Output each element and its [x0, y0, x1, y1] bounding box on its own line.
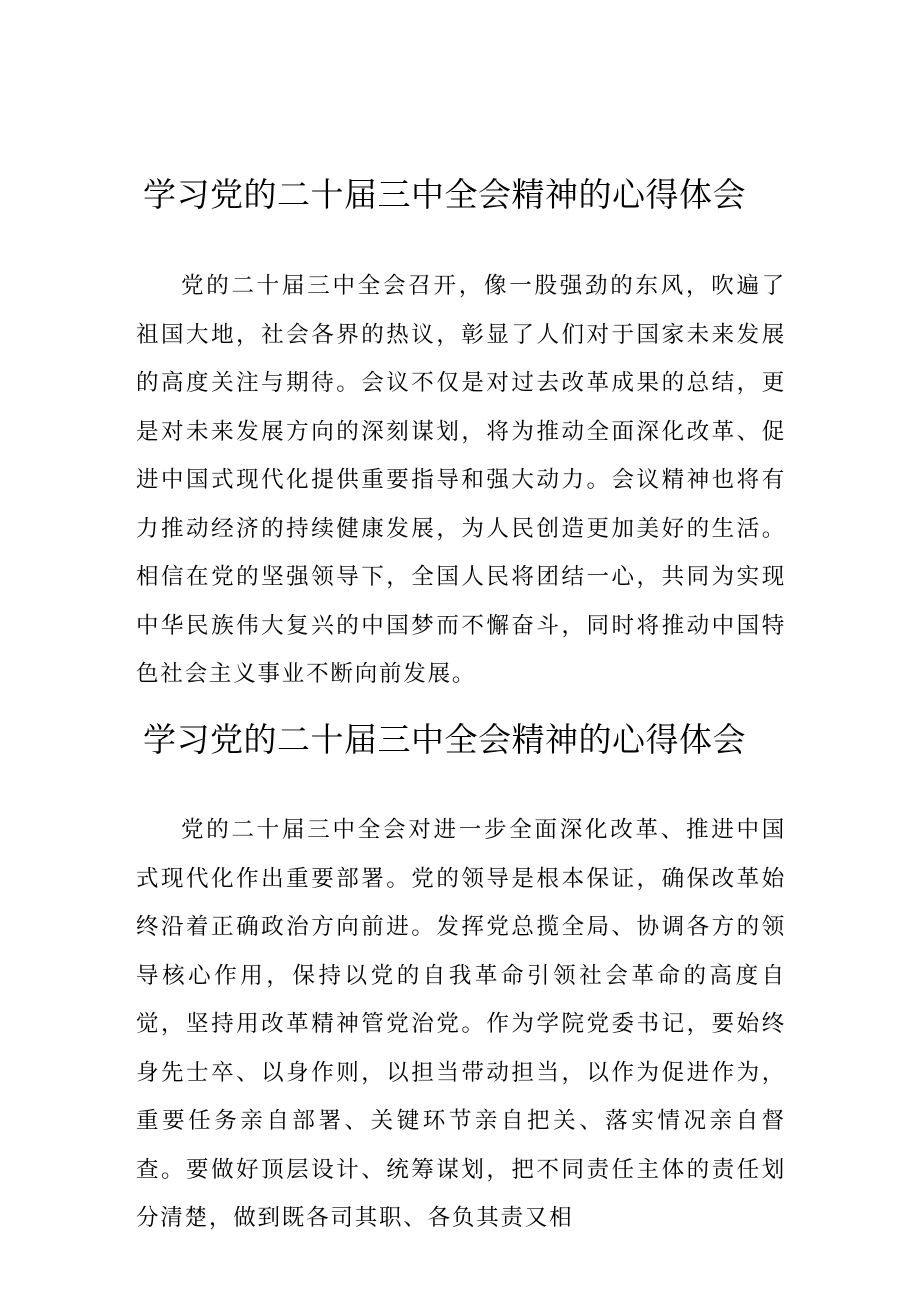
section-2-title: 学习党的二十届三中全会精神的心得体会	[143, 720, 746, 759]
section-1-body: 党的二十届三中全会召开，像一股强劲的东风，吹遍了祖国大地，社会各界的热议，彰显了人们对于国家未来发展的高度关注与期待。会议不仅是对过去改革成果的总结，更是对未来发展方向的深刻谋划，将为推动全面深化改革、促进中国式现代化提供重要指导和强大动力。会议精神也将有力推动经济的持续健康发展，为人民创造更加美好的生活。相信在党的坚强领导下，全国人民将团结一心，共同为实现中华民族伟大复兴的中国梦而不懈奋斗，同时将推动中国特色社会主义事业不断向前发展。	[136, 273, 786, 687]
section-2-body: 党的二十届三中全会对进一步全面深化改革、推进中国式现代化作出重要部署。党的领导是根本保证，确保改革始终沿着正确政治方向前进。发挥党总揽全局、协调各方的领导核心作用，保持以党的自我革命引领社会革命的高度自觉，坚持用改革精神管党治党。作为学院党委书记，要始终身先士卒、以身作则，以担当带动担当，以作为促进作为，重要任务亲自部署、关键环节亲自把关、落实情况亲自督查。要做好顶层设计、统筹谋划，把不同责任主体的责任划分清楚，做到既各司其职、各负其责又相	[136, 817, 786, 1231]
section-1-title: 学习党的二十届三中全会精神的心得体会	[143, 175, 746, 214]
